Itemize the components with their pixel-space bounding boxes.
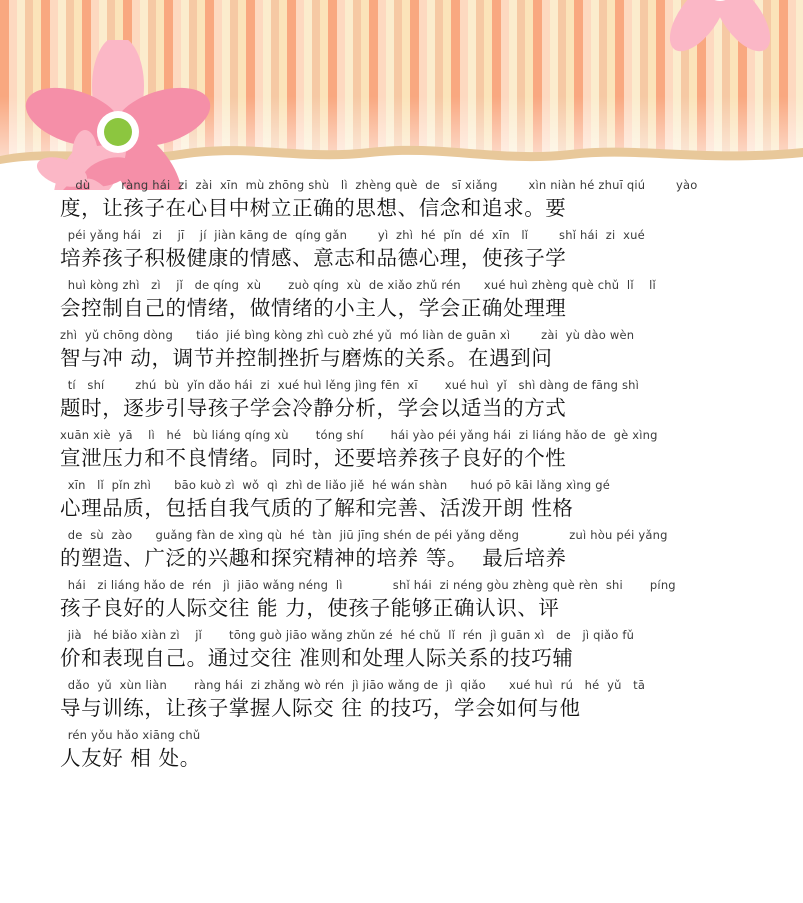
text-line (60, 578, 781, 625)
pinyin-row: dù ràng hái zi zài xīn mù zhōng shù lì zhèng què de sī xiǎng xìn niàn hé zhuī qiú yào (60, 178, 698, 192)
text-line (60, 428, 781, 475)
pinyin-row: tí shí zhú bù yǐn dǎo hái zi xué huì lěng jìng fēn xī xué huì yǐ shì dàng de fāng shì (60, 378, 640, 392)
text-line (60, 728, 781, 773)
hanzi-row: 培养孩子积极健康的情感、意志和品德心理，使孩子学 (60, 246, 567, 270)
hanzi-row: 题时，逐步引导孩子学会冷静分析，学会以适当的方式 (60, 396, 567, 420)
text-line (60, 228, 781, 275)
text-line (60, 378, 781, 425)
pinyin-text-body (0, 178, 803, 776)
pinyin-row: hái zi liáng hǎo de rén jì jiāo wǎng néng lì shǐ hái zi néng gòu zhèng què rèn shi píng (60, 578, 676, 592)
hanzi-row: 心理品质，包括自我气质的了解和完善、活泼开朗 性格 (60, 496, 574, 520)
text-line (60, 478, 781, 525)
pinyin-row: zhì yǔ chōng dòng tiáo jié bìng kòng zhì cuò zhé yǔ mó liàn de guān xì zài yù dào wèn (60, 328, 635, 342)
text-line (60, 628, 781, 675)
pinyin-row: xīn lǐ pǐn zhì bāo kuò zì wǒ qì zhì de liǎo jiě hé wán shàn huó pō kāi lǎng xìng gé (60, 478, 610, 492)
hanzi-row: 智与冲 动，调节并控制挫折与磨炼的关系。在遇到问 (60, 346, 553, 370)
pinyin-row: de sù zào guǎng fàn de xìng qù hé tàn jiū jīng shén de péi yǎng děng zuì hòu péi yǎng (60, 528, 668, 542)
text-line (60, 528, 781, 575)
pinyin-row: xuān xiè yā lì hé bù liáng qíng xù tóng shí hái yào péi yǎng hái zi liáng hǎo de gè xìng (60, 428, 658, 442)
pinyin-row: huì kòng zhì zì jǐ de qíng xù zuò qíng xù de xiǎo zhǔ rén xué huì zhèng què chǔ lǐ lǐ (60, 278, 656, 292)
pinyin-row: jià hé biǎo xiàn zì jǐ tōng guò jiāo wǎng zhǔn zé hé chǔ lǐ rén jì guān xì de jì qiǎo fǔ (60, 628, 635, 642)
pinyin-row: dǎo yǔ xùn liàn ràng hái zi zhǎng wò rén jì jiāo wǎng de jì qiǎo xué huì rú hé yǔ tā (60, 678, 646, 692)
text-line (60, 278, 781, 325)
hanzi-row: 人友好 相 处。 (60, 746, 201, 770)
header-decoration (0, 0, 803, 190)
hanzi-row: 孩子良好的人际交往 能 力，使孩子能够正确认识、评 (60, 596, 560, 620)
text-line (60, 328, 781, 375)
hanzi-row: 价和表现自己。通过交往 准则和处理人际关系的技巧辅 (60, 646, 574, 670)
pinyin-row: rén yǒu hǎo xiāng chǔ (60, 728, 201, 742)
hanzi-row: 宣泄压力和不良情绪。同时，还要培养孩子良好的个性 (60, 446, 567, 470)
text-line (60, 178, 781, 225)
flower-decoration-top-right-icon (630, 0, 803, 70)
pinyin-row: péi yǎng hái zi jī jí jiàn kāng de qíng gǎn yì zhì hé pǐn dé xīn lǐ shǐ hái zi xué (60, 228, 645, 242)
hanzi-row: 度，让孩子在心目中树立正确的思想、信念和追求。要 (60, 196, 567, 220)
hanzi-row: 导与训练，让孩子掌握人际交 往 的技巧，学会如何与他 (60, 696, 581, 720)
text-line (60, 678, 781, 725)
hanzi-row: 的塑造、广泛的兴趣和探究精神的培养 等。 最后培养 (60, 546, 567, 570)
hanzi-row: 会控制自己的情绪，做情绪的小主人，学会正确处理理 (60, 296, 567, 320)
